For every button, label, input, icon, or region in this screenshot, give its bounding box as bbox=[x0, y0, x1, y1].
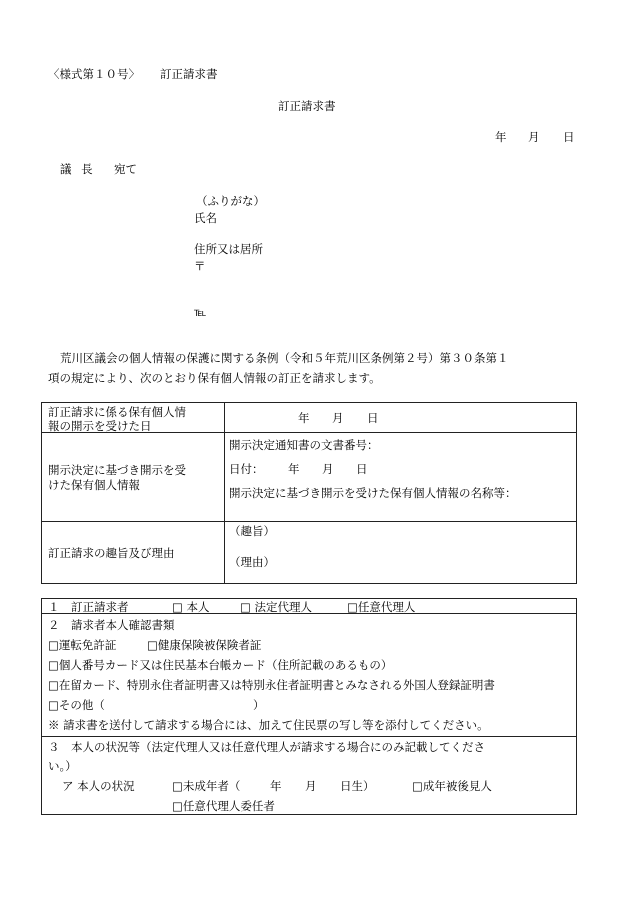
minor-checkbox[interactable]: □未成年者（ bbox=[172, 779, 241, 793]
disclosed-info-label-line1: 開示決定に基づき開示を受 bbox=[48, 463, 186, 477]
address-label: 住所又は居所 bbox=[194, 242, 263, 256]
other-document-close-paren: ） bbox=[253, 698, 265, 712]
notice-date-month: 月 bbox=[322, 462, 334, 476]
date-year-label: 年 bbox=[495, 130, 507, 144]
principal-status-title-line2: い。） bbox=[48, 759, 77, 773]
minor-birth-day: 日生） bbox=[340, 779, 375, 793]
disclosure-date-day: 日 bbox=[367, 411, 379, 425]
date-month-label: 月 bbox=[528, 130, 540, 144]
notice-date-year: 年 bbox=[288, 462, 300, 476]
adult-ward-checkbox[interactable]: □成年被後見人 bbox=[412, 779, 492, 793]
disclosed-info-name-label: 開示決定に基づき開示を受けた保有個人情報の名称等： bbox=[229, 486, 517, 500]
drivers-license-checkbox[interactable]: □運転免許証 bbox=[48, 638, 117, 652]
notice-date-day: 日 bbox=[356, 462, 368, 476]
requester-type-self-checkbox[interactable]: □ 本人 bbox=[172, 600, 210, 614]
residence-card-checkbox[interactable]: □在留カード、特別永住者証明書又は特別永住者証明書とみなされる外国人登録証明書 bbox=[48, 678, 495, 692]
requester-type-legal-rep-checkbox[interactable]: □ 法定代理人 bbox=[240, 600, 313, 614]
addressee-name: 議 長 bbox=[60, 162, 93, 176]
voluntary-delegator-checkbox[interactable]: □任意代理人委任者 bbox=[172, 799, 275, 813]
addressee-suffix: 宛て bbox=[114, 162, 137, 176]
mailing-note: ※ 請求書を送付して請求する場合には、加えて住民票の写し等を添付してください。 bbox=[48, 718, 489, 732]
notice-document-number-label: 開示決定通知書の文書番号： bbox=[229, 438, 379, 452]
disclosure-date-year: 年 bbox=[298, 411, 310, 425]
requester-type-title: １ 訂正請求者 bbox=[48, 600, 129, 614]
postal-code-mark: 〒 bbox=[194, 259, 206, 273]
my-number-card-checkbox[interactable]: □個人番号カード又は住民基本台帳カード（住所記載のあるもの） bbox=[48, 658, 393, 672]
correction-purpose-reason-label: 訂正請求の趣旨及び理由 bbox=[48, 546, 175, 560]
other-document-checkbox[interactable]: □その他（ bbox=[48, 698, 105, 712]
health-insurance-checkbox[interactable]: □健康保険被保険者証 bbox=[147, 638, 262, 652]
furigana-label: （ふりがな） bbox=[196, 194, 265, 208]
disclosure-date-label-line2: 報の開示を受けた日 bbox=[48, 419, 152, 433]
principal-status-title-line1: ３ 本人の状況等（法定代理人又は任意代理人が請求する場合にのみ記載してくださ bbox=[48, 740, 485, 754]
form-number-label: 〈様式第１０号〉 bbox=[48, 67, 140, 81]
intro-line-2: 項の規定により、次のとおり保有個人情報の訂正を請求します。 bbox=[48, 371, 381, 385]
id-documents-title: ２ 請求者本人確認書類 bbox=[48, 618, 175, 632]
notice-date-label: 日付： bbox=[229, 462, 264, 476]
disclosure-date-label-line1: 訂正請求に係る保有個人情 bbox=[48, 405, 186, 419]
purpose-label: （趣旨） bbox=[229, 524, 275, 538]
document-title: 訂正請求書 bbox=[278, 99, 336, 113]
telephone-mark: ℡ bbox=[194, 305, 207, 319]
requester-type-voluntary-rep-checkbox[interactable]: □任意代理人 bbox=[347, 600, 416, 614]
name-label: 氏名 bbox=[194, 211, 217, 225]
minor-birth-year: 年 bbox=[270, 779, 282, 793]
disclosed-info-label-line2: けた保有個人情報 bbox=[48, 478, 140, 492]
date-day-label: 日 bbox=[563, 130, 575, 144]
principal-status-label: ア 本人の状況 bbox=[62, 779, 135, 793]
disclosure-date-month: 月 bbox=[332, 411, 344, 425]
form-title-small: 訂正請求書 bbox=[160, 67, 218, 81]
minor-birth-month: 月 bbox=[305, 779, 317, 793]
intro-line-1: 荒川区議会の個人情報の保護に関する条例（令和５年荒川区条例第２号）第３０条第１ bbox=[60, 351, 509, 365]
reason-label: （理由） bbox=[229, 555, 275, 569]
